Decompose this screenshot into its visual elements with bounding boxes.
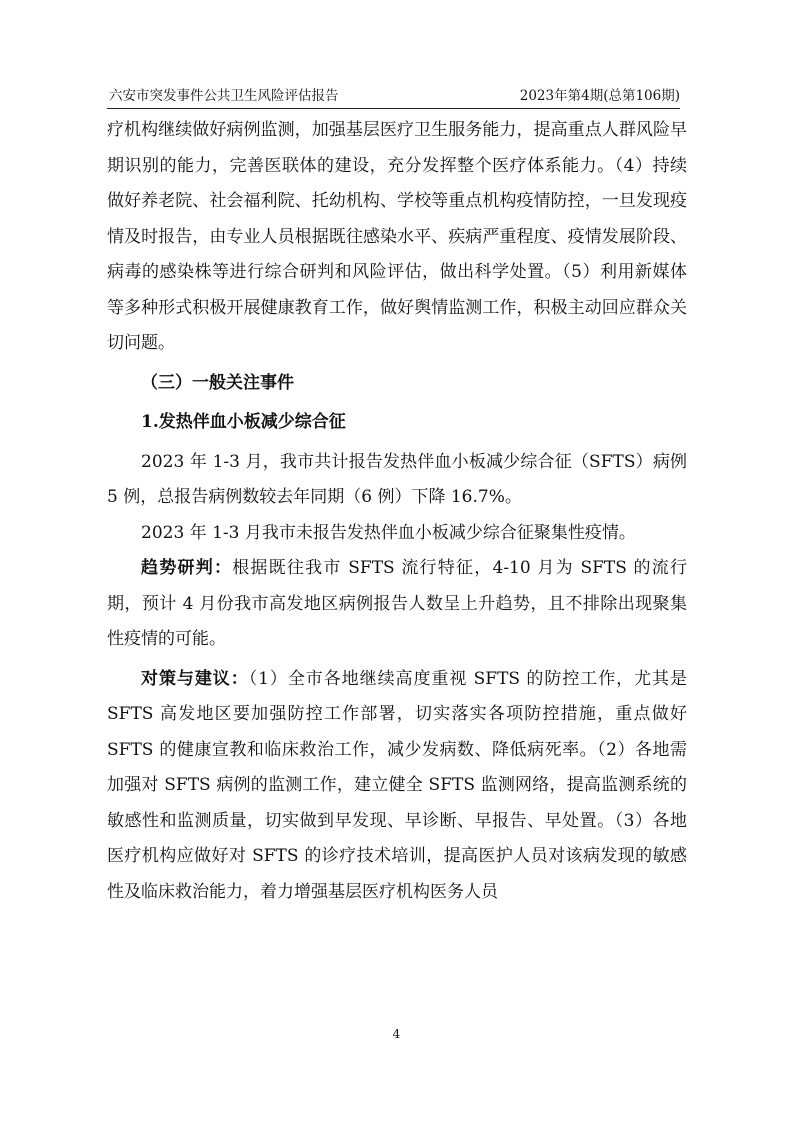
- recommendations-label: 对策与建议：: [141, 668, 249, 689]
- paragraph-recommendations: [107, 662, 687, 911]
- paragraph-trend: [107, 551, 687, 658]
- page-header: [107, 86, 680, 109]
- section-heading: （三）一般关注事件: [141, 372, 294, 393]
- document-body: [107, 113, 687, 910]
- paragraph-continuation: 疗机构继续做好病例监测，加强基层医疗卫生服务能力，提高重点人群风险早期识别的能力，完善医联体的建设，充分发挥整个医疗体系能力。（4）持续做好养老院、社会福利院、托幼机构、学校等重点机构疫情防控，一旦发现疫情及时报告，由专业人员根据既往感染水平、疾病严重程度、疫情发展阶段、病毒的感染株等进行综合研判和风险评估，做出科学处置。（5）利用新媒体等多种形式积极开展健康教育工作，做好舆情监测工作，积极主动回应群众关切问题。: [107, 120, 687, 353]
- trend-text: 根据既往我市 SFTS 流行特征，4-10 月为 SFTS 的流行期，预计 4 月份我市高发地区病例报告人数呈上升趋势，且不排除出现聚集性疫情的可能。: [107, 558, 687, 649]
- paragraph-case-report: 2023 年 1-3 月，我市共计报告发热伴血小板减少综合征（SFTS）病例 5 例，总报告病例数较去年同期（6 例）下降 16.7%。: [107, 451, 687, 507]
- header-title: 六安市突发事件公共卫生风险评估报告: [109, 88, 339, 104]
- sub-heading: 1.发热伴血小板减少综合征: [141, 412, 346, 432]
- page-number: 4: [392, 1027, 401, 1041]
- header-issue: 2023年第4期(总第106期): [519, 88, 680, 104]
- paragraph-cluster: 2023 年 1-3 月我市未报告发热伴血小板减少综合征聚集性疫情。: [141, 522, 636, 543]
- trend-label: 趋势研判：: [141, 558, 233, 578]
- recommendations-text: （1）全市各地继续高度重视 SFTS 的防控工作，尤其是 SFTS 高发地区要加强防控工作部署，切实落实各项防控措施，重点做好 SFTS 的健康宣教和临床救治工作，减少发病数、降低病死率。（2）各地需加强对 SFTS 病例的监测工作，建立健全 SFTS 监测网络，提高监测系统的敏感性和监测质量，切实做到早发现、早诊断、早报告、早处置。（3）各地医疗机构应做好对 SFTS 的诊疗技术培训，提高医护人员对该病发现的敏感性及临床救治能力，着力增强基层医疗机构医务人员: [107, 668, 687, 902]
